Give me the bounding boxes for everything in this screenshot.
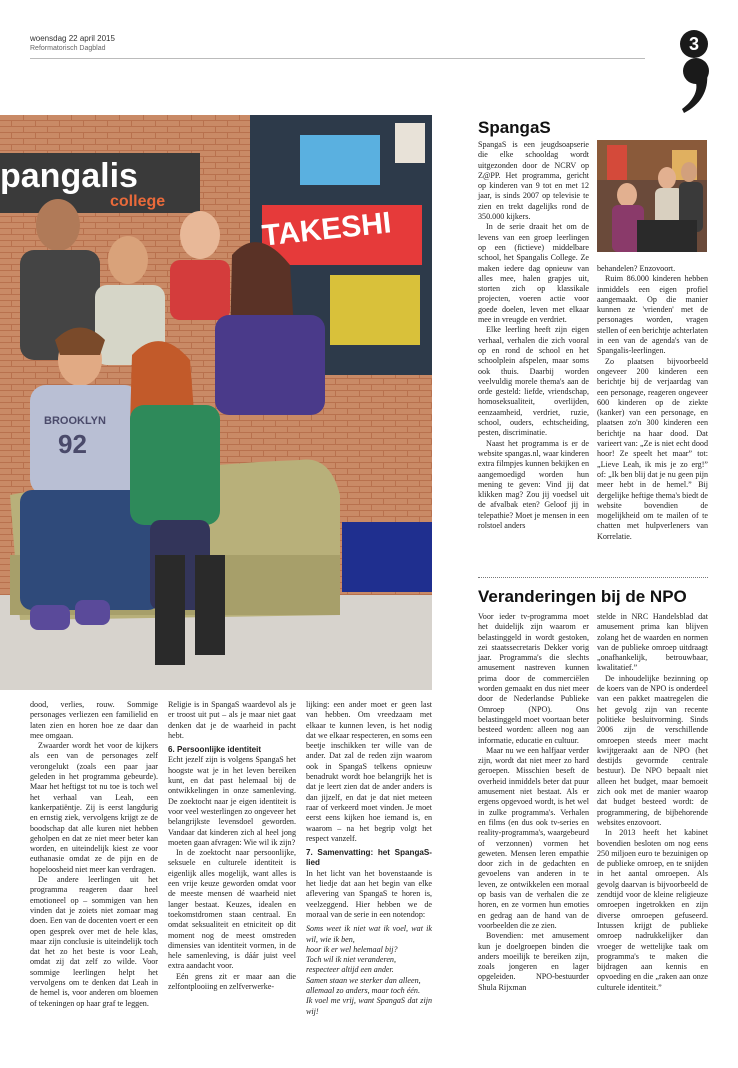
header-date: woensdag 22 april 2015 xyxy=(30,34,115,43)
header-divider xyxy=(30,58,645,59)
paragraph: Echt jezelf zijn is volgens SpangaS het hoogste wat je in het leven bereiken kunt, en dat past helemaal bij de ontwikkelingen in onze samenleving. De zoektocht naar je eigen identiteit is voor veel westerlingen zo ongeveer het belangrijkste levensdoel geworden. Vandaar dat kinderen zich al heel jong moeten gaan afvragen: Wie wil ik zijn? xyxy=(168,755,296,847)
left-article-col3 xyxy=(306,700,432,1017)
paragraph: stelde in NRC Handelsblad dat amusement prima kan blijven zolang het de waarden en normen van de publieke omroep uitdraagt „onafhankelijk, betrouwbaar, kwalitatief.” xyxy=(597,612,708,673)
section-divider xyxy=(478,577,708,578)
npo-col1 xyxy=(478,612,589,993)
photo-sign-subtext: college xyxy=(110,193,166,210)
lyric-line: Samen staan we sterker dan alleen, xyxy=(306,975,421,985)
paragraph: Eén grens zit er maar aan die zelfontplooiing en zelfverwerke- xyxy=(168,971,296,992)
header-paper-name: Reformatorisch Dagblad xyxy=(30,45,106,52)
paragraph: lijking: een ander moet er geen last van hebben. Om vreedzaam met elkaar te kunnen leven, is het nodig dat we elkaar respecteren, en soms een beetje inschikken ter wille van de ander. Dat zal de reden zijn waarom ook in SpangaS telkens opnieuw benadrukt wordt hoe belangrijk het is dat je leert zien dat de ander anders is dan jijzelf, en dat je dat niet meteen raar of verkeerd moet vinden. Je moet eerst eens kijken hoe iemand is, en waarom – na het begrip volgt het respect vanzelf. xyxy=(306,700,432,843)
lyric-line: Soms weet ik niet wat ik voel, wat ik wil, wie ik ben, xyxy=(306,924,432,944)
paragraph: Zo plaatsen bijvoorbeeld ongeveer 200 kinderen een berichtje bij de verjaardag van een personage, reageren ongeveer 600 kinderen op de ziekte (kanker) van een personage, en plaatsen zo'n 300 kinderen een berichtje na haar dood. Dat varieert van: „Ze is niet echt dood hoor! Ze speelt het maar” tot: „Lieve Leah, ik mis je zo erg!” of: „Ik ben blij dat je nu geen pijn meer hebt in de hemel.” Bij dergelijke heftige thema's biedt de website bovendien de mogelijkheid om te mailen of te chatten met hulpverleners van Korrelatie. xyxy=(597,356,708,541)
paragraph: De inhoudelijke bezinning op de koers van de NPO is onderdeel van een pakket maatregelen die het gevolg zijn van recente politieke besluitvorming. Sinds 2006 zijn de verschillende omroepen steeds meer macht kwijtgeraakt aan de NPO (het destijds gevormde centrale bestuur). De NPO bepaalt niet alleen het budget, maar bemoeit zich ook met de manier waarop dat budget besteed wordt: de programmering, de bijbehorende websites enzovoort. xyxy=(597,673,708,827)
paragraph: De andere leerlingen uit het programma reageren daar heel emotioneel op – sommigen van hen vinden dat je zoiets niet zomaar mag doen. Een van de docenten voert er een open gesprek over met de hele klas, maar zijn conclusie is uiteindelijk toch dat het zo het beste is voor Leah, omdat zij dat zelf zo wilde. Voor sommige leerlingen helpt het vervolgens om te denken dat Leah in de hemel is, voor anderen om bloemen of tekeningen op haar graf te leggen. xyxy=(30,875,158,1008)
spangas-col2 xyxy=(597,264,708,542)
lyric-line: allemaal zo anders, maar toch één. xyxy=(306,986,420,996)
paragraph: In 2013 heeft het kabinet bovendien besloten om nog eens 250 miljoen euro te bezuinigen op de publieke omroep, en te snijden in het aantal omroepen. Als gevolg daarvan is bijvoorbeeld de zendtijd voor de kleine religieuze omroepen ingetrokken en zijn diverse omroepen gefuseerd. Intussen krijgt de publieke omroep nadrukkelijker dan vroeger de wettelijke taak om programma's te maken die bijdragen aan kennis en opvoeding en die „raken aan onze culturele identiteit.” xyxy=(597,828,708,992)
paragraph: behandelen? Enzovoort. xyxy=(597,264,676,273)
paragraph: Elke leerling heeft zijn eigen verhaal, verhalen die zich vooral op en rond de school en het schoolplein afspelen, maar soms ook thuis. Daarbij worden veelvuldig morele thema's aan de orde gesteld: liefde, vriendschap, homoseksualiteit, overlijden, eenzaamheid, verdriet, ruzie, school, ouders, echtscheiding, pesten, discriminatie. xyxy=(478,325,589,438)
page-number-badge: 3 xyxy=(680,30,708,58)
paragraph: In de serie draait het om de levens van een groep leerlingen op een (fictieve) middelbare school, het Spangalis College. Ze maken iedere dag opnieuw van alles mee, halen grapjes uit, storten zich op klassikale projecten, voeren actie voor goede doelen, leven met elkaar mee in vreugde en verdriet. xyxy=(478,222,589,325)
side-photo-illustration xyxy=(597,140,707,252)
paragraph: In het licht van het bovenstaande is het liedje dat aan het begin van elke aflevering van SpangaS te horen is, veelzeggend. Hier hebben we de moraal van de serie in een notendop: xyxy=(306,868,432,919)
photo-shirt-number: 92 xyxy=(58,429,87,459)
left-article-col1 xyxy=(30,700,158,1009)
lyric-line: hoor ik er wel helemaal bij? xyxy=(306,944,398,954)
spangas-title: SpangaS xyxy=(478,118,551,137)
paragraph: In de zoektocht naar persoonlijke, seksuele en culturele identiteit is eigenlijk alles mogelijk, want alles is een vrije keuze geworden omdat voor de meeste mensen dé waarheid niet langer bestaat. Keuzes, idealen en toekomstdromen staan centraal. En omdat seksualiteit en etniciteit op dit moment nog de meest omstreden dimensies van identiteit vormen, in de hele samenleving, is dáár juist veel extra aandacht voor. xyxy=(168,848,296,971)
spangas-col1 xyxy=(478,140,589,531)
subheading-summary: 7. Samenvatting: het SpangaS-lied xyxy=(306,848,432,868)
photo-sign-text: pangalis xyxy=(0,157,138,195)
photo-shirt-text: BROOKLYN xyxy=(44,415,106,427)
paragraph: SpangaS is een jeugdsoapserie die elke schooldag wordt uitgezonden door de NCRV op Z@PP. Het programma, gericht op kinderen van 9 tot en met 12 jaar, is sinds 2007 op televisie te zien en trekt dagelijks rond de 350.000 kijkers. xyxy=(478,140,589,222)
cast-photo-illustration xyxy=(0,115,432,690)
npo-col2 xyxy=(597,612,708,993)
lyric-line: respecteer altijd een ander. xyxy=(306,965,394,975)
paragraph: Zwaarder wordt het voor de kijkers als een van de personages zelf verongelukt (zoals een paar jaar geleden in het programma gebeurde). Maar het heftigst tot nu toe is toch wel het verhaal van Leah, een kankerpatiëntje. Zij is eerst langdurig en ernstig ziek, vervolgens krijgt ze de boodschap dat alle kuren niet hebben geholpen en dat ze niet meer beter kan worden, en uiteindelijk kiest ze voor euthanasie omdat ze de pijn en de hopeloosheid niet meer kan verdragen. xyxy=(30,741,158,874)
photo-graffiti-text: TAKESHI xyxy=(260,206,393,253)
song-lyrics xyxy=(306,924,432,1017)
lyric-line: Toch wil ik niet veranderen, xyxy=(306,955,396,965)
paragraph: Voor ieder tv-programma moet het duidelijk zijn waarom er belastinggeld in wordt gestoken, zei staatssecretaris Dekker vorig jaar. Programma's die slechts amusement nastreven kunnen prima door de commerciëlen worden gemaakt en dus niet meer door de Nederlandse Publieke Omroep (NPO). Ons belastinggeld moet voortaan beter besteed worden: alleen nog aan informatie, educatie en cultuur. xyxy=(478,612,589,745)
paragraph: dood, verlies, rouw. Sommige personages verliezen een familielid en laten zien en horen hoe ze daar dan mee omgaan. xyxy=(30,700,158,740)
spangas-side-photo xyxy=(597,140,707,252)
paragraph: Naast het programma is er de website spangas.nl, waar kinderen extra filmpjes kunnen bekijken en aangemoedigd worden hun mening te geven: Vind jij dat klikken mag? Zou jij voedsel uit de afvalbak eten? Geloof jij in telepathie? Moet je mensen in een rolstoel anders xyxy=(478,438,589,530)
subheading-identity: 6. Persoonlijke identiteit xyxy=(168,745,262,755)
comma-logo-icon xyxy=(676,55,716,115)
lyric-line: Ik voel me vrij, want SpangaS dat zijn wij! xyxy=(306,996,432,1016)
paragraph: Bovendien: met amusement kun je doelgroepen binden die anders moeilijk te bereiken zijn, zoals jongeren en lager opgeleiden. NPO-bestuurder Shula Rijxman xyxy=(478,931,589,992)
main-photo xyxy=(0,115,432,690)
paragraph: Religie is in SpangaS waardevol als je er troost uit put – als je maar niet gaat denken dat je de waarheid in pacht hebt. xyxy=(168,700,296,740)
npo-article-title: Veranderingen bij de NPO xyxy=(478,587,687,606)
paragraph: Ruim 86.000 kinderen hebben inmiddels een eigen profiel aangemaakt. Op die manier kunnen ze 'vrienden' met de personages worden, vragen stellen of een berichtje achterlaten in een van de agenda's van de Spangalis-leerlingen. xyxy=(597,274,709,356)
paragraph: Maar nu we een halfjaar verder zijn, wordt dat niet meer zo hard geroepen. Misschien beseft de overheid inmiddels beter dat puur amusement niet bestaat. Als er ergens opgevoed wordt, is het wel in zulke programma's. Verhalen en films (en dus ook tv-series en reality-programma's, waargebeurd of verzonnen) vormen het geweten. Mensen leren empathie door zich in de gedachten en gevoelens van anderen in te leven, ze ontwikkelen een moraal op basis van de verhalen die ze horen, en ze vormen hun emoties en gedrag aan de hand van de voorbeelden die ze zien. xyxy=(478,745,589,930)
left-article-col2 xyxy=(168,700,296,992)
